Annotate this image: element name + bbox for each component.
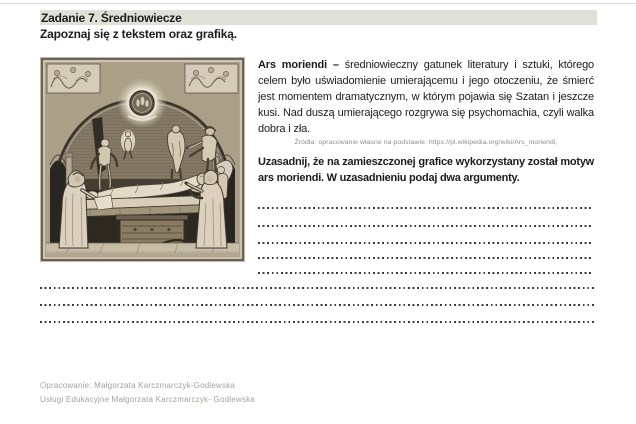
article-paragraph (258, 57, 594, 137)
answer-line (258, 225, 594, 227)
answer-line (258, 257, 594, 259)
page-top-rule (0, 3, 636, 4)
answer-line (40, 287, 594, 289)
answer-line (258, 242, 594, 244)
answer-line (258, 272, 594, 274)
article-body-text: średniowieczny gatunek literatury i sztuki, którego celem było uświadomienie umierającemu i jego otoczeniu, że śmierć jest momentem dramatycznym, w którym pojawia się Szatan i jeszcze kusi. Nad duszą umierającego rozgrywa się psychomachia, czyli walka dobra i zła. (258, 59, 595, 135)
article-lead-term: Ars moriendi – (258, 59, 339, 71)
source-note: Źródła: opracowanie własne na podstawie: https://pl.wikipedia.org/wiki/Ars_moriendi, (294, 139, 558, 146)
credits-line-2: Usługi Edukacyjne Małgorzata Karczmarczyk- Godlewska (40, 394, 255, 404)
text-column (258, 57, 594, 287)
task-prompt: Uzasadnij, że na zamieszczonej grafice wykorzystany został motyw ars moriendi. W uzasadnieniu podaj dwa argumenty. (258, 156, 594, 184)
task-title: Zadanie 7. Średniowiecze (41, 10, 182, 25)
engraving-svg (40, 57, 245, 262)
answer-line (258, 207, 594, 209)
credits-line-1: Opracowanie: Małgorzata Karczmarczyk-Godlewska (40, 381, 236, 390)
credits (40, 379, 255, 406)
answer-line (40, 321, 594, 323)
task-instruction: Zapoznaj się z tekstem oraz grafiką. (40, 27, 237, 41)
engraving-grain (46, 63, 239, 256)
answer-line (40, 304, 594, 306)
ars-moriendi-engraving (40, 57, 245, 262)
task-header-bar (40, 10, 597, 25)
